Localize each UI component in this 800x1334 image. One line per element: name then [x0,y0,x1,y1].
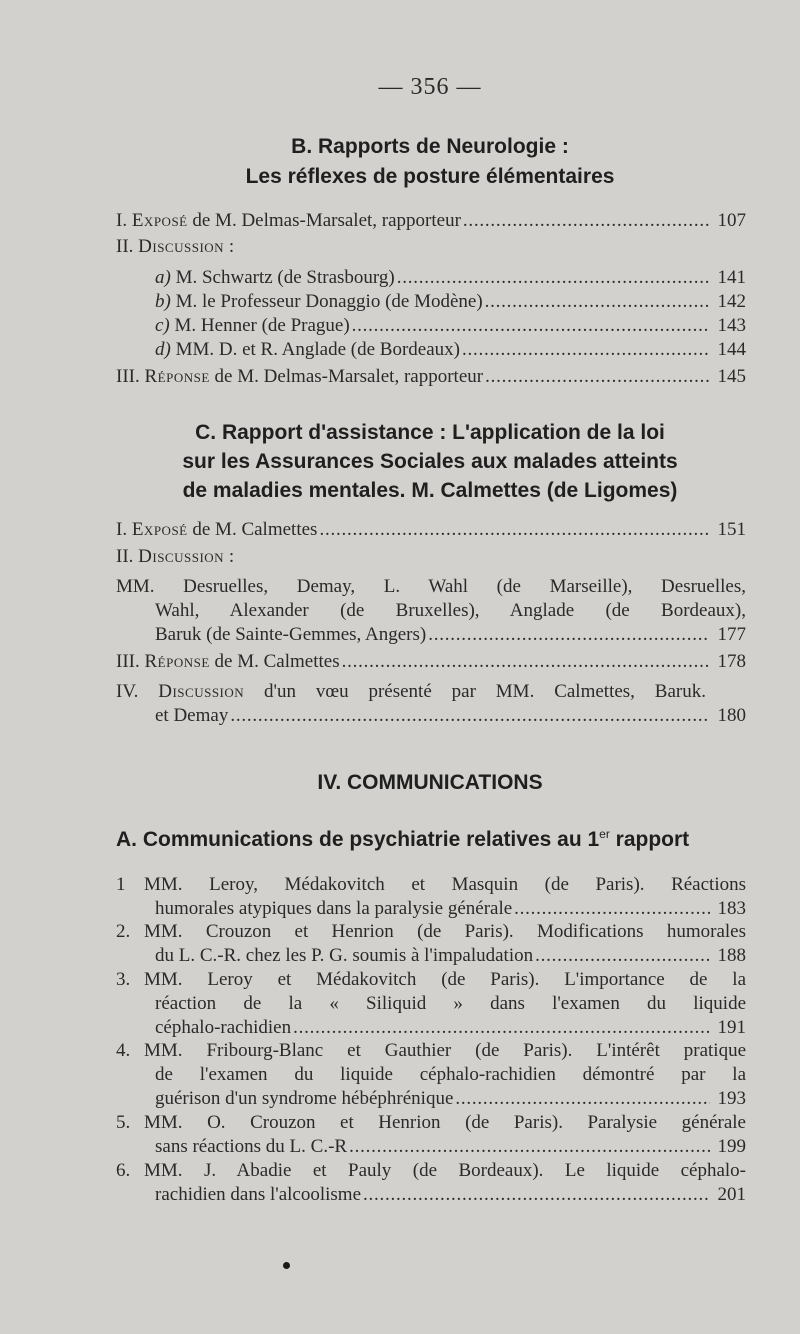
section-c-title-line1: C. Rapport d'assistance : L'application de la loi [195,421,665,444]
section-b-title-line1: B. Rapports de Neurologie : [291,135,569,158]
entry-page: 199 [717,1136,746,1157]
entry-number: b) [155,291,171,312]
entry-number: a) [155,267,171,288]
toc-entry [116,679,706,705]
toc-entry [116,208,746,234]
entry-page: 180 [717,705,746,726]
item-line: MM. O. Crouzon et Henrion (de Paris). Paralysie générale [144,1112,746,1133]
toc-entry [155,943,746,969]
entry-page: 144 [717,339,746,360]
entry-text: rachidien dans l'alcoolisme [155,1184,362,1205]
entry-number: I. [116,210,128,231]
entry-number: IV. [116,681,139,702]
entry-page: 142 [717,291,746,312]
section-c-title-line2: sur les Assurances Sociales aux malades atteints [182,450,678,473]
entry-text: MM. D. et R. Anglade (de Bordeaux) [170,339,460,360]
item-line: MM. Leroy et Médakovitch (de Paris). L'importance de la [144,969,746,990]
toc-entry [155,337,746,363]
entry-label: Réponse [144,651,210,672]
entry-page: 201 [717,1184,746,1205]
toc-entry [155,703,746,729]
toc-entry [155,622,746,648]
entry-text: M. Schwartz (de Strasbourg) [170,267,395,288]
entry-page: 151 [717,519,746,540]
entry-text: du L. C.-R. chez les P. G. soumis à l'impaludation [155,945,534,966]
entry-label: Exposé [131,519,188,540]
entry-page: 145 [717,366,746,387]
entry-text: d'un vœu présenté par MM. Calmettes, Baruk. [244,681,706,702]
entry-page: 183 [717,898,746,919]
item-line: MM. J. Abadie et Pauly (de Bordeaux). Le liquide céphalo- [144,1160,746,1181]
entry-text: M. le Professeur Donaggio (de Modène) [170,291,483,312]
entry-text: de M. Delmas-Marsalet, rapporteur [209,366,484,387]
toc-entry-line: MM. Desruelles, Demay, L. Wahl (de Marseille), Desruelles, [116,576,746,597]
section-b-title-line2: Les réflexes de posture élémentaires [245,165,615,188]
entry-number: II. [116,236,134,257]
entry-number: d) [155,339,171,360]
entry-text: humorales atypiques dans la paralysie générale [155,898,513,919]
entry-page: 177 [717,624,746,645]
item-number: 6. [116,1160,131,1181]
subtitle-sup: er [599,827,610,841]
item-number: 4. [116,1040,131,1061]
toc-entry [116,544,234,570]
entry-number: III. [116,366,140,387]
item-number: 1 [116,874,126,895]
section-iv-title: IV. COMMUNICATIONS [317,771,543,794]
entry-page: 178 [717,651,746,672]
toc-entry [155,313,746,339]
entry-label: Réponse [144,366,210,387]
page-number: — 356 — [378,74,482,100]
entry-number: II. [116,546,134,567]
entry-page: 143 [717,315,746,336]
toc-entry [116,649,746,675]
ink-spot [283,1262,290,1269]
entry-text: de M. Calmettes [187,519,318,540]
entry-text: sans réactions du L. C.-R [155,1136,348,1157]
entry-text: de M. Calmettes [209,651,340,672]
entry-number: III. [116,651,140,672]
entry-label: Discussion [158,681,245,702]
toc-entry [116,364,746,390]
entry-label: Exposé [131,210,188,231]
item-line: MM. Crouzon et Henrion (de Paris). Modifications humorales [144,921,746,942]
item-line: MM. Fribourg-Blanc et Gauthier (de Paris). L'intérêt pratique [144,1040,746,1061]
item-line: MM. Leroy, Médakovitch et Masquin (de Paris). Réactions [144,874,746,895]
entry-page: 141 [717,267,746,288]
entry-text: : [224,236,235,257]
toc-entry [116,517,746,543]
entry-label: Discussion [138,236,225,257]
entry-text: céphalo-rachidien [155,1017,292,1038]
item-line: de l'examen du liquide céphalo-rachidien démontré par la [155,1064,746,1085]
subtitle-end: rapport [609,828,690,851]
toc-entry [155,1086,746,1112]
entry-label: Discussion [138,546,225,567]
entry-number: c) [155,315,170,336]
item-line: réaction de la « Siliquid » dans l'examen du liquide [155,993,746,1014]
entry-text: guérison d'un syndrome hébéphrénique [155,1088,454,1109]
toc-entry [155,1182,746,1208]
entry-text: M. Henner (de Prague) [169,315,350,336]
toc-entry [116,234,234,260]
item-number: 2. [116,921,131,942]
entry-text: Baruk (de Sainte-Gemmes, Angers) [155,624,427,645]
entry-text: et Demay [155,705,229,726]
entry-text: : [224,546,235,567]
item-number: 3. [116,969,131,990]
entry-number: I. [116,519,128,540]
entry-page: 107 [717,210,746,231]
section-c-title-line3: de maladies mentales. M. Calmettes (de Ligomes) [182,479,678,502]
toc-entry [155,265,746,291]
item-number: 5. [116,1112,131,1133]
toc-entry [155,1134,746,1160]
section-iv-subtitle [116,819,756,855]
toc-entry [155,289,746,315]
entry-page: 188 [717,945,746,966]
entry-text: de M. Delmas-Marsalet, rapporteur [187,210,461,231]
subtitle-text: A. Communications de psychiatrie relatives au 1 [116,828,600,851]
entry-page: 193 [717,1088,746,1109]
toc-entry-line: Wahl, Alexander (de Bruxelles), Anglade (de Bordeaux), [155,600,746,621]
entry-page: 191 [717,1017,746,1038]
